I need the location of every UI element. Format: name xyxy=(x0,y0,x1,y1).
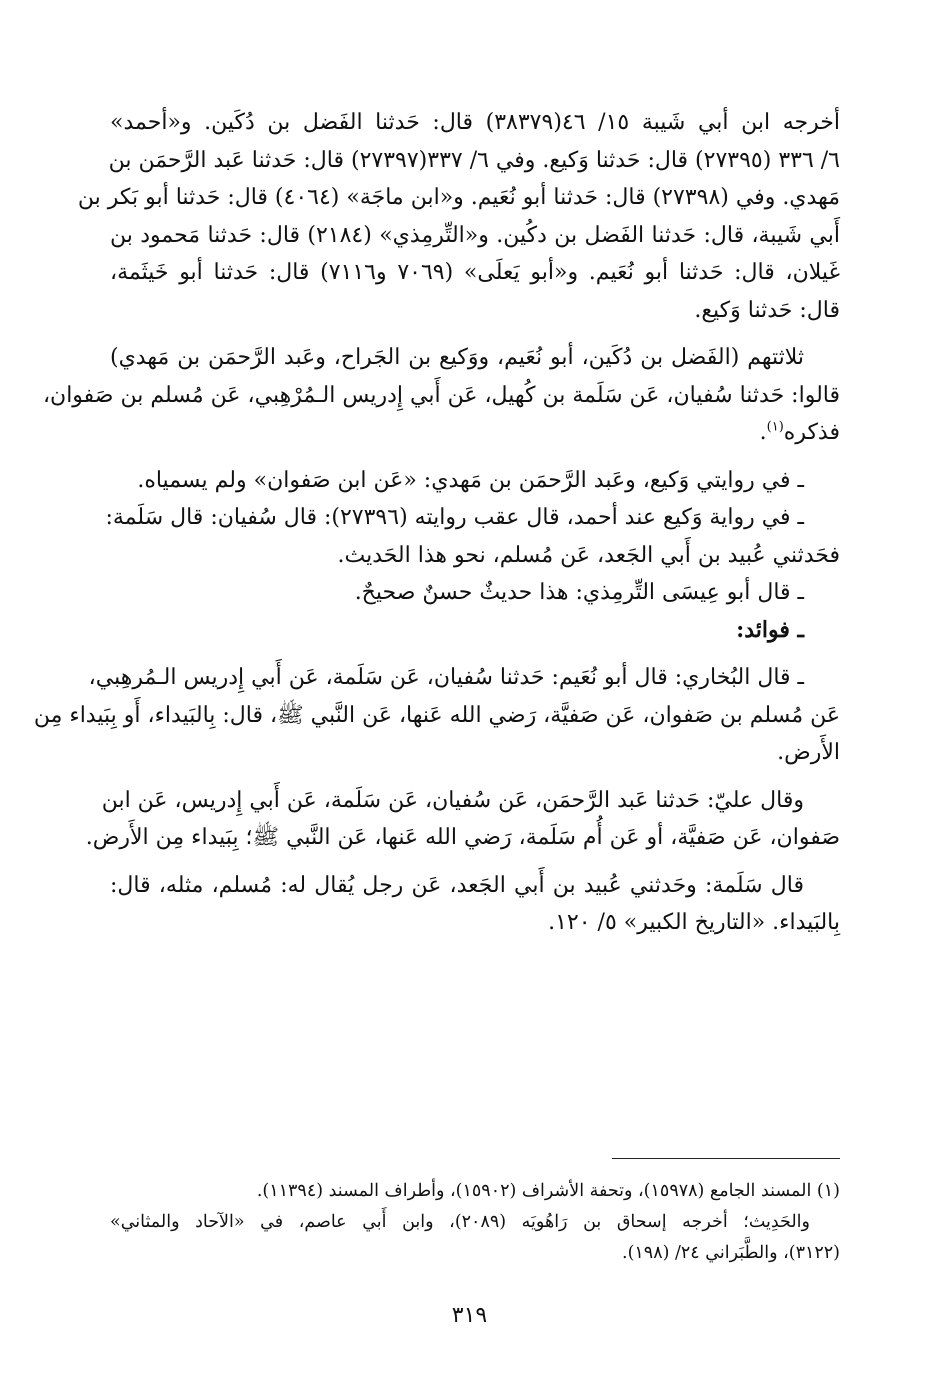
footnote-line: (٣١٢٢)، والطَّبَراني ٢٤/ (١٩٨). xyxy=(622,1243,840,1263)
text-line: ـ قال البُخاري: قال أبو نُعَيم: حَدثنا سُفيان، عَن سَلَمة، عَن أَبي إِدريس الـمُرهِبي، xyxy=(88,665,804,690)
note-line: فحَدثني عُبيد بن أَبي الجَعد، عَن مُسلم، نحو هذا الحَديث. xyxy=(337,542,840,568)
text-line: ٦/ ٣٣٦ (٢٧٣٩٥) قال: حَدثنا وَكيع. وفي ٦/ ٣٣٧(٢٧٣٩٧) قال: حَدثنا عَبد الرَّحمَن بن xyxy=(108,147,840,173)
text-line: قال سَلَمة: وحَدثني عُبيد بن أَبي الجَعد، عَن رجل يُقال له: مُسلم، مثله، قال: xyxy=(110,872,804,898)
footnote-line: والحَدِيث؛ أخرجه إسحاق بن رَاهُويَه (٢٠٨٩)، وابن أَبي عاصم، في «الآحاد والمثاني» xyxy=(110,1212,810,1232)
footnotes xyxy=(110,1176,840,1269)
paragraph-fawaid-3 xyxy=(110,867,840,942)
paragraph-fawaid-2 xyxy=(85,782,840,857)
text-fragment: . xyxy=(759,420,767,445)
text-line: قال: حَدثنا وَكيع. xyxy=(694,297,840,323)
page-number: ٣١٩ xyxy=(451,1303,488,1328)
footnote-reference: (١) xyxy=(766,419,784,435)
note-line: ـ في روايتي وَكيع، وعَبد الرَّحمَن بن مَهدي: «عَن ابن صَفوان» ولم يسمياه. xyxy=(137,467,804,493)
text-line: أَبي شَيبة، قال: حَدثنا الفَضل بن دكُين. و«التِّرمِذي» (٢١٨٤) قال: حَدثنا مَحمود بن xyxy=(110,222,840,248)
footnote-divider xyxy=(612,1158,840,1159)
paragraph-takhrij xyxy=(77,104,841,329)
text-line: مَهدي. وفي (٢٧٣٩٨) قال: حَدثنا أبو نُعَيم. و«ابن ماجَة» (٤٠٦٤) قال: حَدثنا أبو بَكر بن xyxy=(77,185,840,210)
note-line: ـ في رواية وَكيع عند أحمد، قال عقب روايته (٢٧٣٩٦): قال سُفيان: قال سَلَمة: xyxy=(105,505,804,530)
text-line: أخرجه ابن أبي شَيبة ١٥/ ٤٦(٣٨٣٧٩) قال: حَدثنا الفَضل بن دُكَين. و«أحمد» xyxy=(110,110,841,135)
section-heading: ـ فوائد: xyxy=(736,616,804,643)
notes xyxy=(105,462,840,650)
text-line: عَن مُسلم بن صَفوان، عَن صَفيَّة، رَضي الله عَنها، عَن النَّبي ﷺ، قال: بِالبَيداء، أَو بِبَيداء مِن xyxy=(33,702,840,728)
text-fragment: فذكره xyxy=(783,420,840,445)
text-line xyxy=(110,414,840,452)
main-text xyxy=(33,104,841,942)
text-line: وقال عليّ: حَدثنا عَبد الرَّحمَن، عَن سُفيان، عَن سَلَمة، عَن أَبي إِدريس، عَن ابن xyxy=(101,787,804,813)
paragraph-fawaid-1 xyxy=(33,659,840,772)
text-line: ثلاثتهم (الفَضل بن دُكَين، أبو نُعَيم، ووَكيع بن الجَراح، وعَبد الرَّحمَن بن مَهدي) xyxy=(110,345,804,370)
text-line: الأَرض. xyxy=(777,740,840,765)
paragraph-isnad xyxy=(42,339,840,452)
text-line: غَيلان، قال: حَدثنا أبو نُعَيم. و«أبو يَعلَى» (٧٠٦٩ و٧١١٦) قال: حَدثنا أبو خَيثَمة، xyxy=(110,260,840,285)
footnote-line: (١) المسند الجامع (١٥٩٧٨)، وتحفة الأشراف (١٥٩٠٢)، وأطراف المسند (١١٣٩٤). xyxy=(256,1181,840,1201)
text-line: بِالبَيداء. «التاريخ الكبير» ٥/ ١٢٠. xyxy=(548,910,840,935)
text-line: صَفوان، عَن صَفيَّة، أو عَن أُم سَلَمة، رَضي الله عَنها، عَن النَّبي ﷺ؛ بِبَيداء مِن الأَرض. xyxy=(85,825,840,850)
text-line: قالوا: حَدثنا سُفيان، عَن سَلَمة بن كُهيل، عَن أَبي إِدريس الـمُرْهِبي، عَن مُسلم بن صَفوان، xyxy=(42,382,840,408)
note-line: ـ قال أبو عِيسَى التِّرمِذي: هذا حديثٌ حسنٌ صحيحٌ. xyxy=(354,580,804,605)
